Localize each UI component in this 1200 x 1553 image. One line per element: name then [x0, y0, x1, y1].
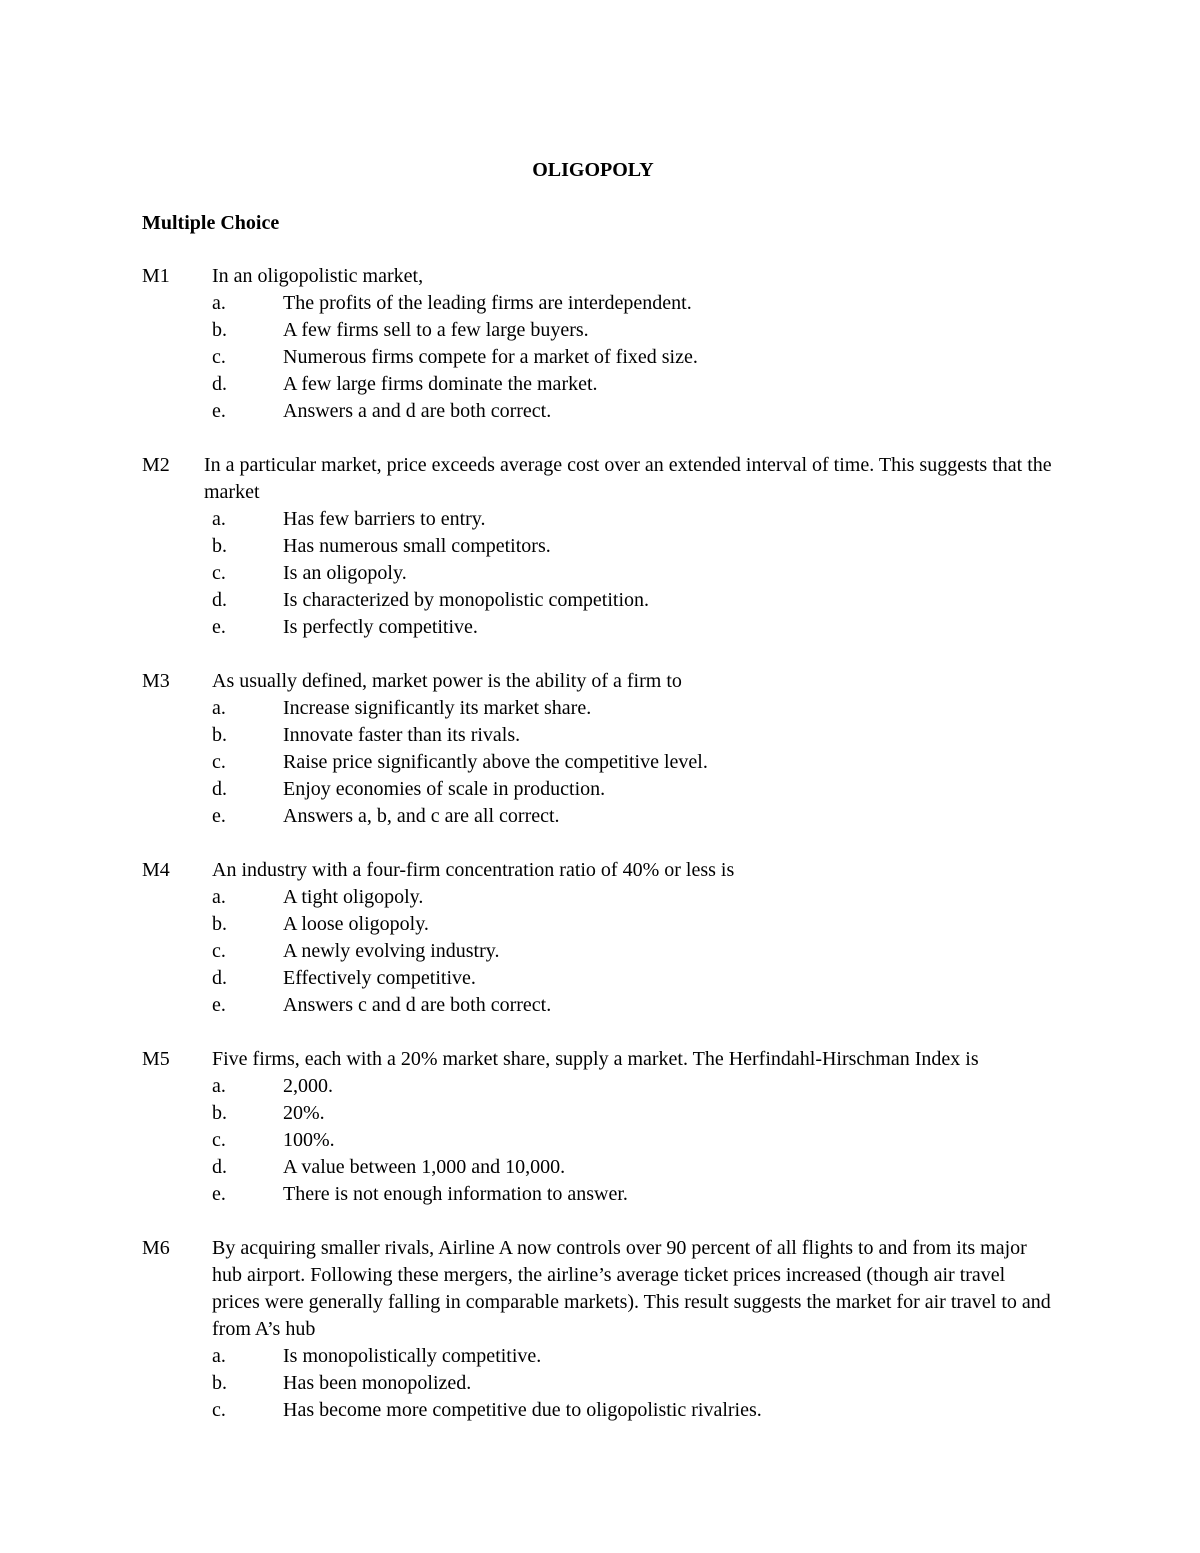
option-item	[212, 344, 1052, 371]
option-item	[212, 1343, 1052, 1370]
question-m5	[142, 1046, 1052, 1208]
option-text: Is an oligopoly.	[283, 562, 407, 584]
option-item	[212, 1181, 1052, 1208]
option-item	[212, 749, 1052, 776]
option-item	[212, 317, 1052, 344]
option-item	[212, 290, 1052, 317]
option-item	[212, 776, 1052, 803]
option-letter: a.	[212, 1345, 226, 1367]
option-text: 20%.	[283, 1102, 325, 1124]
option-letter: b.	[212, 1372, 227, 1394]
option-letter: b.	[212, 724, 227, 746]
option-letter: e.	[212, 994, 226, 1016]
question-m2	[142, 452, 1052, 641]
option-text: Is characterized by monopolistic competition.	[283, 589, 649, 611]
option-letter: e.	[212, 1183, 226, 1205]
question-number: M6	[142, 1237, 170, 1259]
option-text: There is not enough information to answer.	[283, 1183, 628, 1205]
option-list	[142, 1343, 1052, 1424]
option-item	[212, 992, 1052, 1019]
option-item	[212, 695, 1052, 722]
option-text: Numerous firms compete for a market of fixed size.	[283, 346, 698, 368]
option-item	[212, 560, 1052, 587]
option-list	[142, 1073, 1052, 1208]
option-item	[212, 614, 1052, 641]
page-title-text: OLIGOPOLY	[532, 159, 654, 181]
page-title	[0, 157, 1200, 184]
question-number: M1	[142, 265, 170, 287]
option-letter: d.	[212, 1156, 227, 1178]
option-text: A few firms sell to a few large buyers.	[283, 319, 589, 341]
option-text: The profits of the leading firms are interdependent.	[283, 292, 692, 314]
option-letter: c.	[212, 1129, 226, 1151]
option-list	[142, 290, 1052, 425]
option-item	[212, 533, 1052, 560]
question-m3	[142, 668, 1052, 830]
option-text: Has been monopolized.	[283, 1372, 472, 1394]
option-list	[142, 695, 1052, 830]
option-letter: a.	[212, 886, 226, 908]
option-text: A newly evolving industry.	[283, 940, 500, 962]
option-letter: c.	[212, 562, 226, 584]
option-item	[212, 587, 1052, 614]
option-letter: c.	[212, 940, 226, 962]
option-text: Increase significantly its market share.	[283, 697, 592, 719]
option-text: Raise price significantly above the competitive level.	[283, 751, 708, 773]
option-text: Answers a and d are both correct.	[283, 400, 552, 422]
option-letter: d.	[212, 778, 227, 800]
option-letter: e.	[212, 805, 226, 827]
option-letter: a.	[212, 292, 226, 314]
question-stem: By acquiring smaller rivals, Airline A now controls over 90 percent of all flights to and from its major hub airport. Following these mergers, the airline’s average ticket prices increased (though air travel prices were generally falling in comparable markets). This result suggests the market for air travel to and from A’s hub	[212, 1237, 1051, 1340]
option-text: Enjoy economies of scale in production.	[283, 778, 606, 800]
question-number: M4	[142, 859, 170, 881]
option-text: A value between 1,000 and 10,000.	[283, 1156, 566, 1178]
option-text: 100%.	[283, 1129, 335, 1151]
option-item	[212, 1397, 1052, 1424]
option-item	[212, 1100, 1052, 1127]
option-letter: d.	[212, 589, 227, 611]
option-item	[212, 884, 1052, 911]
option-item	[212, 911, 1052, 938]
option-list	[142, 884, 1052, 1019]
section-heading: Multiple Choice	[142, 212, 280, 234]
option-letter: d.	[212, 373, 227, 395]
question-number: M3	[142, 670, 170, 692]
option-letter: b.	[212, 913, 227, 935]
option-item	[212, 965, 1052, 992]
question-stem: In an oligopolistic market,	[212, 265, 424, 287]
option-item	[212, 506, 1052, 533]
option-item	[212, 1154, 1052, 1181]
option-item	[212, 1127, 1052, 1154]
question-number: M2	[142, 454, 170, 476]
option-text: A tight oligopoly.	[283, 886, 424, 908]
option-text: Effectively competitive.	[283, 967, 476, 989]
option-text: Is perfectly competitive.	[283, 616, 478, 638]
option-text: Answers a, b, and c are all correct.	[283, 805, 560, 827]
question-stem: In a particular market, price exceeds average cost over an extended interval of time. This suggests that the market	[204, 454, 1052, 503]
option-text: 2,000.	[283, 1075, 333, 1097]
option-item	[212, 398, 1052, 425]
option-item	[212, 1073, 1052, 1100]
option-letter: a.	[212, 508, 226, 530]
option-text: Answers c and d are both correct.	[283, 994, 552, 1016]
option-letter: b.	[212, 319, 227, 341]
option-letter: a.	[212, 697, 226, 719]
option-item	[212, 371, 1052, 398]
question-list	[142, 263, 1052, 1451]
option-text: A few large firms dominate the market.	[283, 373, 598, 395]
option-letter: a.	[212, 1075, 226, 1097]
option-text: Is monopolistically competitive.	[283, 1345, 542, 1367]
question-stem: An industry with a four-firm concentration ratio of 40% or less is	[212, 859, 735, 881]
question-m6	[142, 1235, 1052, 1424]
question-number: M5	[142, 1048, 170, 1070]
option-item	[212, 1370, 1052, 1397]
option-letter: c.	[212, 751, 226, 773]
question-m4	[142, 857, 1052, 1019]
option-text: Innovate faster than its rivals.	[283, 724, 521, 746]
option-letter: e.	[212, 400, 226, 422]
option-letter: b.	[212, 535, 227, 557]
option-letter: c.	[212, 1399, 226, 1421]
question-stem: Five firms, each with a 20% market share, supply a market. The Herfindahl-Hirschman Index is	[212, 1048, 979, 1070]
option-letter: c.	[212, 346, 226, 368]
option-item	[212, 803, 1052, 830]
option-letter: d.	[212, 967, 227, 989]
option-item	[212, 938, 1052, 965]
option-text: Has become more competitive due to oligopolistic rivalries.	[283, 1399, 762, 1421]
option-item	[212, 722, 1052, 749]
option-text: A loose oligopoly.	[283, 913, 429, 935]
option-letter: b.	[212, 1102, 227, 1124]
option-letter: e.	[212, 616, 226, 638]
option-text: Has numerous small competitors.	[283, 535, 551, 557]
question-stem: As usually defined, market power is the ability of a firm to	[212, 670, 682, 692]
option-text: Has few barriers to entry.	[283, 508, 486, 530]
option-list	[142, 506, 1052, 641]
question-m1	[142, 263, 1052, 425]
